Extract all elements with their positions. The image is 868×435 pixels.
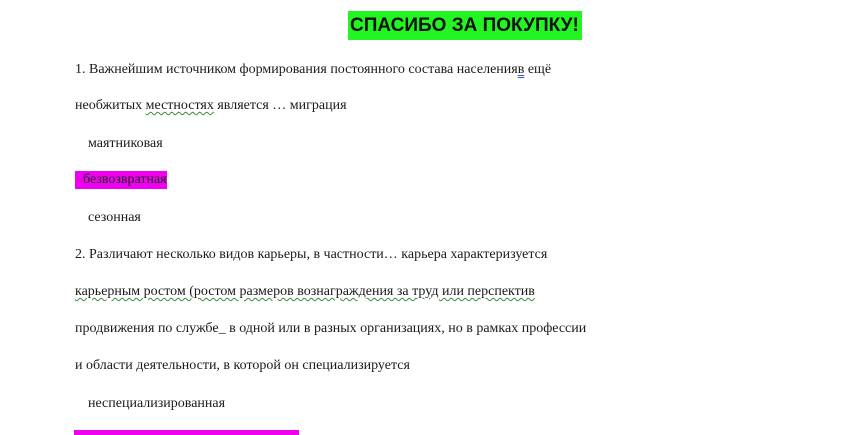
q1-line2-b: местностях — [145, 98, 214, 113]
q1-line2-a: необжитых — [75, 98, 146, 113]
q1-line1-c: ещё — [524, 62, 552, 77]
q1-text-line-2 — [75, 97, 347, 115]
q1-option-2-label: безвозвратная — [83, 172, 167, 187]
q1-line2-c: является … миграция — [213, 98, 347, 113]
q1-line1-a: 1. Важнейшим источником формирования постоянного состава населения — [75, 62, 518, 77]
q2-text-line-3: продвижения по службе_ в одной или в разных организациях, но в рамках профессии — [75, 321, 587, 336]
q2-option-2-highlight-partial[interactable] — [74, 430, 299, 435]
q1-option-2-selected[interactable] — [75, 171, 167, 189]
q2-text-line-4: и области деятельности, в которой он специализируется — [75, 358, 410, 373]
thank-you-banner: СПАСИБО ЗА ПОКУПКУ! — [348, 11, 582, 40]
q2-text-line-2: карьерным ростом (ростом размеров вознаграждения за труд или перспектив — [75, 284, 535, 299]
q1-line1-b: в — [517, 62, 525, 77]
q2-text-line-1: 2. Различают несколько видов карьеры, в частности… карьера характеризуется — [75, 247, 548, 262]
q1-option-1[interactable]: маятниковая — [88, 136, 163, 151]
q1-text-line-1 — [75, 61, 551, 79]
q2-option-1[interactable]: неспециализированная — [88, 396, 226, 411]
q1-option-3[interactable]: сезонная — [88, 210, 141, 225]
